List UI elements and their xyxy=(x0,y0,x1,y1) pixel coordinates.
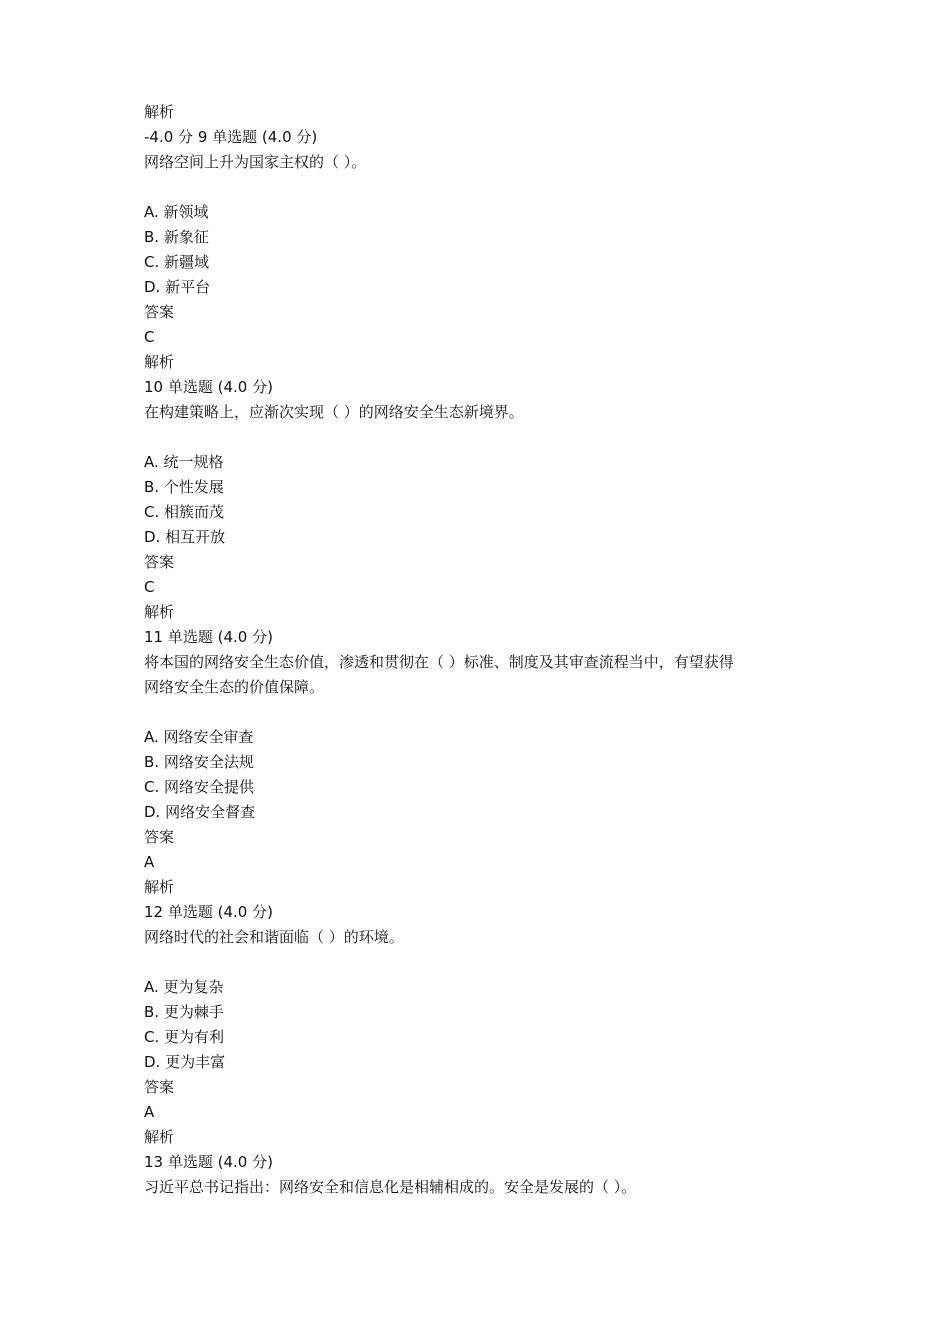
answer-value: C xyxy=(144,328,155,346)
option-c: C. 相簇而茂 xyxy=(144,503,225,521)
analysis-label: 解析 xyxy=(144,353,175,371)
option-a: A. 更为复杂 xyxy=(144,978,224,996)
answer-value: A xyxy=(144,1103,155,1121)
option-c: C. 网络安全提供 xyxy=(144,778,255,796)
analysis-label: 解析 xyxy=(144,103,175,121)
option-a: A. 统一规格 xyxy=(144,453,224,471)
question-header: 10 单选题 (4.0 分) xyxy=(144,378,273,396)
question-stem: 在构建策略上，应渐次实现（ ）的网络安全生态新境界。 xyxy=(144,403,524,421)
option-a: A. 新领域 xyxy=(144,203,209,221)
question-stem: 网络时代的社会和谐面临（ ）的环境。 xyxy=(144,928,404,946)
score-value: -4.0 分 xyxy=(144,128,194,146)
question-stem: 网络空间上升为国家主权的（ ）。 xyxy=(144,153,367,171)
option-b: B. 网络安全法规 xyxy=(144,753,254,771)
document-page xyxy=(144,100,824,1200)
question-header-text: 9 单选题 (4.0 分) xyxy=(197,128,318,146)
answer-label: 答案 xyxy=(144,553,175,571)
answer-label: 答案 xyxy=(144,828,175,846)
answer-label: 答案 xyxy=(144,1078,175,1096)
question-stem-line-1: 将本国的网络安全生态价值，渗透和贯彻在（ ）标准、制度及其审查流程当中，有望获得 xyxy=(144,653,734,671)
answer-value: A xyxy=(144,853,155,871)
option-c: C. 新疆域 xyxy=(144,253,210,271)
answer-value: C xyxy=(144,578,155,596)
option-a: A. 网络安全审查 xyxy=(144,728,254,746)
question-header xyxy=(144,125,824,150)
answer-label: 答案 xyxy=(144,303,175,321)
question-header: 12 单选题 (4.0 分) xyxy=(144,903,273,921)
analysis-label: 解析 xyxy=(144,878,175,896)
option-d: D. 新平台 xyxy=(144,278,211,296)
option-b: B. 个性发展 xyxy=(144,478,224,496)
question-header: 11 单选题 (4.0 分) xyxy=(144,628,273,646)
question-stem-line-2: 网络安全生态的价值保障。 xyxy=(144,678,325,696)
option-d: D. 相互开放 xyxy=(144,528,226,546)
option-d: D. 网络安全督查 xyxy=(144,803,256,821)
option-d: D. 更为丰富 xyxy=(144,1053,226,1071)
question-header: 13 单选题 (4.0 分) xyxy=(144,1153,273,1171)
question-stem: 习近平总书记指出：网络安全和信息化是相辅相成的。安全是发展的（ ）。 xyxy=(144,1178,637,1196)
analysis-label: 解析 xyxy=(144,603,175,621)
option-b: B. 新象征 xyxy=(144,228,209,246)
analysis-label: 解析 xyxy=(144,1128,175,1146)
option-c: C. 更为有利 xyxy=(144,1028,225,1046)
option-b: B. 更为棘手 xyxy=(144,1003,224,1021)
